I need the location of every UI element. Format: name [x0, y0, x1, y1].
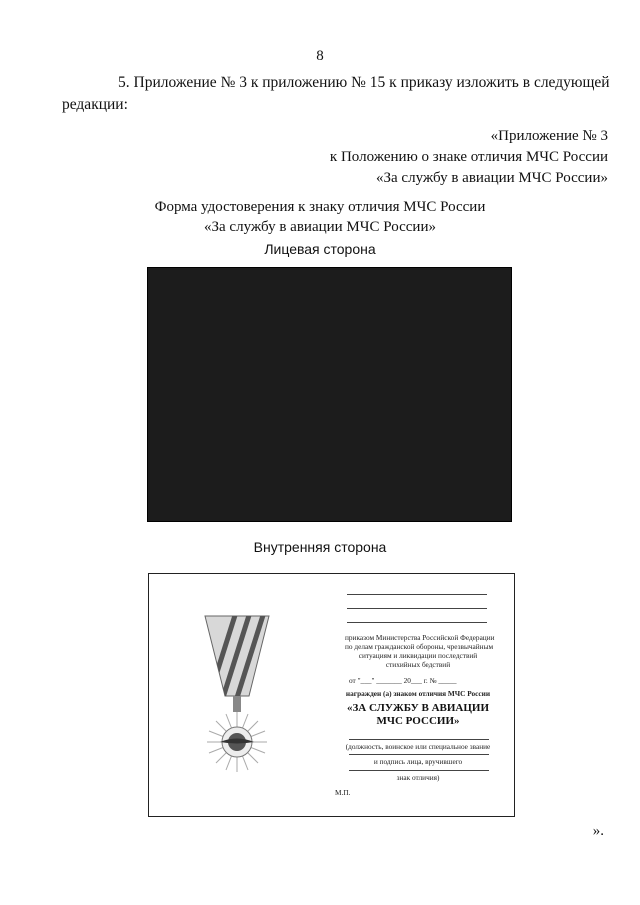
- appendix-header: [330, 126, 608, 189]
- order-text-line-1: приказом Министерства Российской Федерации: [345, 633, 495, 642]
- form-title: [0, 197, 640, 237]
- closing-quote: ».: [592, 823, 604, 839]
- appendix-header-line-3: «За службу в авиации МЧС России»: [376, 170, 608, 186]
- page-number: 8: [316, 48, 324, 64]
- stamp-mark: М.П.: [335, 788, 351, 797]
- appendix-header-line-2: к Положению о знаке отличия МЧС России: [329, 149, 608, 165]
- caption-award: знак отличия): [396, 773, 440, 782]
- medal-image: [187, 614, 287, 784]
- date-line: от "___" _______ 20___ г. № _____: [349, 676, 457, 685]
- front-side-card: [147, 267, 512, 522]
- blank-line-3: [347, 622, 487, 623]
- order-text: [345, 633, 495, 669]
- caption-position: (должность, воинское или специальное звание: [345, 742, 491, 751]
- order-text-line-4: стихийных бедствий: [385, 660, 451, 669]
- order-text-line-3: ситуациям и ликвидации последствий: [358, 651, 478, 660]
- paragraph-line-2: редакции:: [62, 96, 128, 113]
- form-title-line-2: «За службу в авиации МЧС России»: [204, 219, 436, 235]
- inner-side-card: [148, 573, 515, 817]
- appendix-header-line-1: «Приложение № 3: [490, 128, 608, 144]
- awarded-line: награжден (а) знаком отличия МЧС России: [345, 689, 491, 698]
- paragraph-line-1: 5. Приложение № 3 к приложению № 15 к приказу изложить в следующей: [118, 74, 610, 91]
- blank-line-4: [349, 739, 489, 740]
- form-title-line-1: Форма удостоверения к знаку отличия МЧС России: [154, 199, 486, 215]
- award-name-line-2: МЧС РОССИИ»: [376, 715, 460, 727]
- caption-signature: и подпись лица, вручившего: [373, 757, 463, 766]
- blank-line-1: [347, 594, 487, 595]
- blank-line-5: [349, 754, 489, 755]
- order-text-line-2: по делам гражданской обороны, чрезвычайным: [345, 642, 494, 651]
- front-side-label: Лицевая сторона: [264, 241, 376, 257]
- inner-side-label: Внутренняя сторона: [253, 539, 387, 555]
- blank-line-6: [349, 770, 489, 771]
- award-name: [345, 702, 491, 728]
- award-name-line-1: «ЗА СЛУЖБУ В АВИАЦИИ: [346, 702, 490, 714]
- blank-line-2: [347, 608, 487, 609]
